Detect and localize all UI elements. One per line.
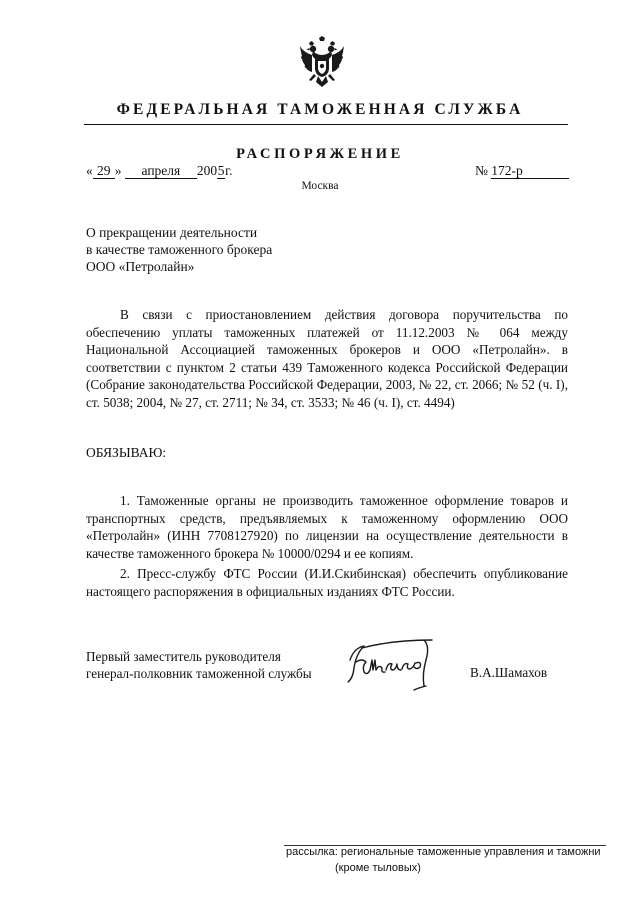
date-close-quote: » <box>114 163 122 178</box>
handwritten-signature <box>342 632 462 694</box>
date-open-quote: « <box>86 163 93 178</box>
distribution-list: рассылка: региональные таможенные управления и таможни <box>286 846 601 858</box>
subject-line: в качестве таможенного брокера <box>86 242 273 257</box>
document-date <box>86 163 233 179</box>
document-subject <box>86 224 272 275</box>
distribution-note: (кроме тыловых) <box>335 862 421 874</box>
number-value: 172-р <box>491 164 569 179</box>
signatory-title-line: генерал-полковник таможенной службы <box>86 666 312 681</box>
obligate-heading: ОБЯЗЫВАЮ: <box>86 445 167 460</box>
document-city: Москва <box>301 180 339 192</box>
signatory-title <box>86 648 312 682</box>
date-day: 29 <box>93 164 115 179</box>
subject-line: ООО «Петролайн» <box>86 259 195 274</box>
header-divider <box>84 124 568 125</box>
date-year-suffix: г. <box>225 163 233 178</box>
date-year-prefix: 200 <box>196 163 218 178</box>
order-item-2: 2. Пресс-службу ФТС России (И.И.Скибинская) обеспечить опубликование настоящего распоряжения в официальных изданиях ФТС России. <box>86 566 568 599</box>
date-year-digit: 5 <box>217 163 225 178</box>
subject-line: О прекращении деятельности <box>86 225 258 240</box>
preamble-paragraph: В связи с приостановлением действия договора поручительства по обеспечению уплаты таможенных платежей от 11.12.2003 № 064 между Национальной Ассоциацией таможенных брокеров и ООО «Петролайн». в соответствии с пунктом 2 статьи 439 Таможенного кодекса Российской Федерации (Собрание законодательства Российской Федерации, 2003, № 22, ст. 2066; № 52 (ч. I), ст. 5038; 2004, № 27, ст. 2711; № 34, ст. 3533; № 46 (ч. I), ст. 4494) <box>86 307 568 410</box>
order-item-1: 1. Таможенные органы не производить таможенное оформление товаров и транспортных средств, предъявляемых к таможенному оформлению ООО «Петролайн» (ИНН 7708127920) по лицензии на осуществление деятельности в качестве таможенного брокера № 10000/0294 и ее копиям. <box>86 493 568 561</box>
double-headed-eagle-icon <box>300 36 344 90</box>
signatory-title-line: Первый заместитель руководителя <box>86 649 281 664</box>
number-label: № <box>475 163 488 178</box>
agency-name: ФЕДЕРАЛЬНАЯ ТАМОЖЕННАЯ СЛУЖБА <box>116 101 524 118</box>
document-type-title: РАСПОРЯЖЕНИЕ <box>236 146 404 162</box>
date-month: апреля <box>125 164 197 179</box>
document-number <box>475 163 569 179</box>
signatory-name: В.А.Шамахов <box>470 665 548 680</box>
